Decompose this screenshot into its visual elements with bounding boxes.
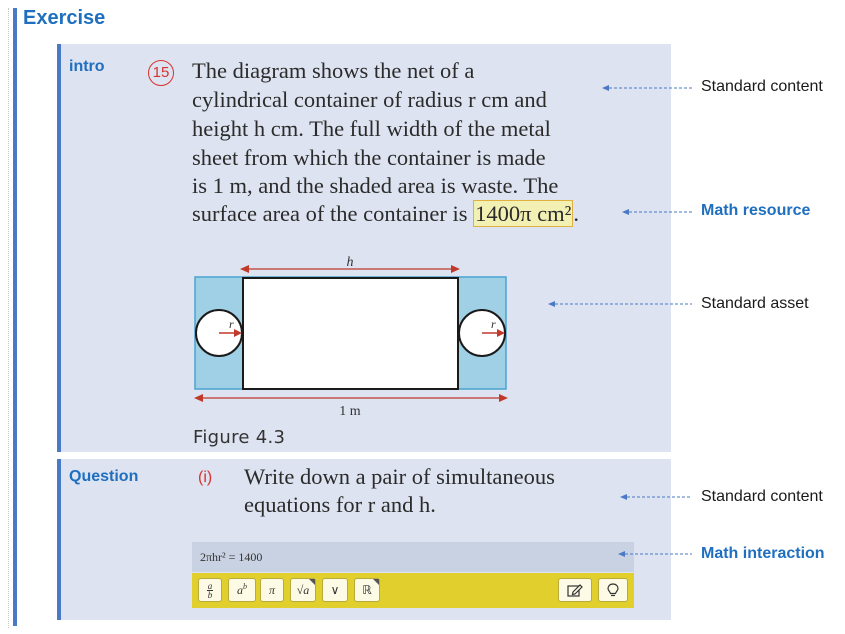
math-answer-value: 2πhr² = 1400: [200, 550, 263, 564]
right-radius-label: r: [491, 317, 496, 331]
intro-text-line-2: cylindrical container of radius r cm and: [192, 87, 547, 112]
math-resource-highlight[interactable]: 1400π cm²: [475, 201, 572, 226]
or-icon: ∨: [330, 582, 340, 597]
annotation-standard-content-2: Standard content: [701, 488, 823, 505]
intro-text-line-6-suffix: .: [573, 201, 579, 226]
intro-text-line-1: The diagram shows the net of a: [192, 58, 475, 83]
intro-text-line-3: height h cm. The full width of the metal: [192, 116, 551, 141]
arrowhead-standard-content-2: [620, 494, 627, 500]
left-radius-label: r: [229, 317, 234, 331]
annotation-math-resource: Math resource: [701, 202, 811, 219]
width-label: 1 m: [339, 404, 361, 419]
arrowhead-standard-asset: [548, 301, 555, 307]
power-icon: $a^b$: [237, 582, 247, 597]
sqrt-icon: √a: [296, 582, 310, 597]
fraction-icon: a b: [207, 580, 213, 600]
height-label: h: [346, 256, 354, 270]
question-text-line-1: Write down a pair of simultaneous: [244, 464, 555, 489]
arrowhead-math-interaction: [618, 551, 625, 557]
intro-text-line-6-prefix: surface area of the container is: [192, 201, 474, 226]
annotation-math-interaction: Math interaction: [701, 545, 825, 562]
intro-text-line-5: is 1 m, and the shaded area is waste. The: [192, 173, 559, 198]
figure-caption: Figure 4.3: [193, 427, 286, 448]
pi-icon: π: [268, 582, 275, 597]
reals-icon: ℝ: [362, 582, 372, 597]
question-label: Question: [69, 468, 139, 485]
annotation-standard-asset: Standard asset: [701, 295, 809, 312]
arrowhead-math-resource: [622, 209, 629, 215]
exercise-title: Exercise: [23, 7, 106, 29]
arrowhead-standard-content-1: [602, 85, 609, 91]
question-text-line-2: equations for r and h.: [244, 492, 436, 517]
question-number-badge: 15: [148, 60, 174, 86]
annotation-standard-content-1: Standard content: [701, 78, 823, 95]
intro-text-line-4: sheet from which the container is made: [192, 145, 546, 170]
question-part-number: (i): [198, 469, 213, 486]
intro-label: intro: [69, 58, 105, 75]
